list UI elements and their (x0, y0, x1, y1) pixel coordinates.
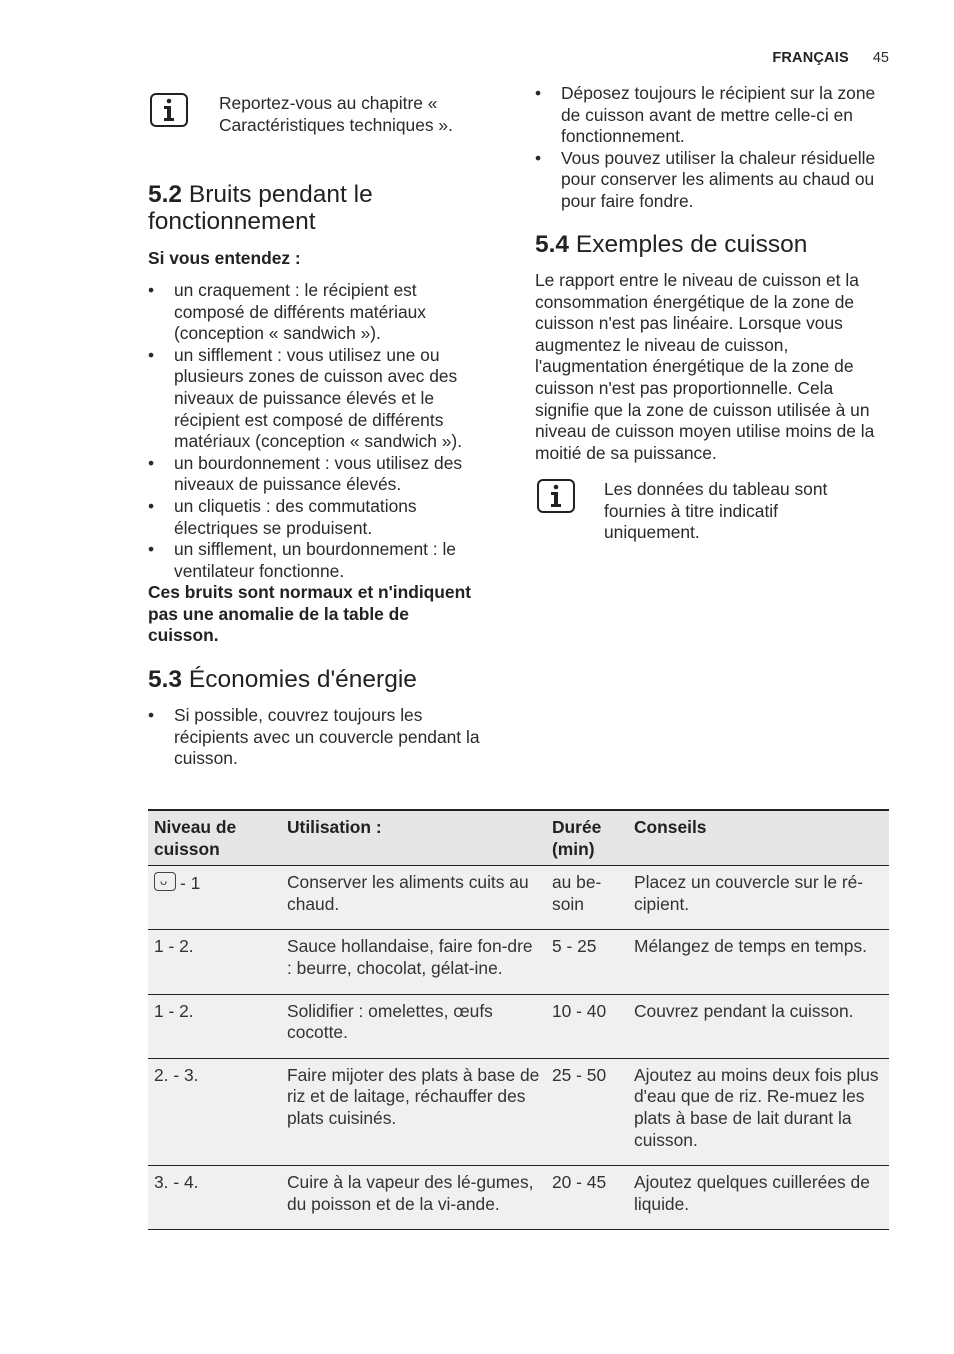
list-item: • Si possible, couvrez toujours les récipients avec un couvercle pendant la cuisson. (148, 705, 490, 770)
column-header: Utilisation : (281, 810, 546, 866)
table-row (148, 930, 889, 994)
cell-time: 10 - 40 (546, 994, 628, 1058)
table-row (148, 866, 889, 930)
column-header: Durée (min) (546, 810, 628, 866)
cell-level: 1 - 2. (148, 930, 281, 994)
section-5-4-paragraph: Le rapport entre le niveau de cuisson et la consommation énergétique de la zone de cuisson n'est pas linéaire. Lorsque vous augmentez le niveau de cuisson, l'augmentation énergétique de la zone de cuisson n'est pas proportionnelle. Cela signifie que la zone de cuisson utilisée à un niveau de cuisson moyen utilise moins de la moitié de sa puissance. (535, 270, 875, 463)
info-icon (537, 479, 575, 513)
table-row (148, 994, 889, 1058)
cell-use: Cuire à la vapeur des lé-gumes, du poisson et de la vi-ande. (281, 1166, 546, 1230)
cell-tip: Mélangez de temps en temps. (628, 930, 889, 994)
table-header-row (148, 810, 889, 866)
noise-intro: Si vous entendez : (148, 248, 301, 268)
cell-use: Faire mijoter des plats à base de riz et de laitage, réchauffer des plats cuisinés. (281, 1058, 546, 1165)
column-header: Niveau de cuisson (148, 810, 281, 866)
cell-level: 1 - 2. (148, 994, 281, 1058)
language-label: FRANÇAIS (772, 50, 849, 66)
column-header: Conseils (628, 810, 889, 866)
list-item: • Déposez toujours le récipient sur la zone de cuisson avant de mettre celle-ci en fonctionnement. (535, 83, 887, 148)
keep-warm-icon (154, 872, 176, 891)
cell-level: 2. - 3. (148, 1058, 281, 1165)
cell-tip: Couvrez pendant la cuisson. (628, 994, 889, 1058)
section-5-4-title: 5.4 Exemples de cuisson (535, 231, 808, 258)
table-row (148, 1166, 889, 1230)
cell-time: 25 - 50 (546, 1058, 628, 1165)
list-item: • un bourdonnement : vous utilisez des niveaux de puissance élevés. (148, 453, 490, 496)
list-item: • un sifflement, un bourdonnement : le ventilateur fonctionne. (148, 539, 490, 582)
cell-use: Solidifier : omelettes, œufs cocotte. (281, 994, 546, 1058)
table-row (148, 1058, 889, 1165)
cell-time: au be-soin (546, 866, 628, 930)
cell-use: Sauce hollandaise, faire fon-dre : beurre, chocolat, gélat-ine. (281, 930, 546, 994)
page-number: 45 (872, 50, 889, 66)
noise-conclusion: Ces bruits sont normaux et n'indiquent pas une anomalie de la table de cuisson. (148, 582, 471, 646)
cell-tip: Ajoutez au moins deux fois plus d'eau que de riz. Re-muez les plats à base de lait durant la cuisson. (628, 1058, 889, 1165)
cell-tip: Ajoutez quelques cuillerées de liquide. (628, 1166, 889, 1230)
page-header (772, 50, 889, 66)
section-5-3-title: 5.3 Économies d'énergie (148, 666, 417, 693)
energy-list (148, 705, 490, 770)
section-5-2-title: 5.2 Bruits pendant le fonctionnement (148, 181, 373, 235)
cell-tip: Placez un couvercle sur le ré-cipient. (628, 866, 889, 930)
list-item: • un sifflement : vous utilisez une ou plusieurs zones de cuisson avec des niveaux de puissance élevés et le récipient est composé de différents matériaux (conception « sandwich »). (148, 345, 490, 453)
cell-level: ᴗ- 1 (148, 866, 281, 930)
list-item: • un craquement : le récipient est composé de différents matériaux (conception « sandwich »). (148, 280, 490, 345)
cell-use: Conserver les aliments cuits au chaud. (281, 866, 546, 930)
noise-list (148, 280, 490, 582)
info-note-text: Les données du tableau sont fournies à titre indicatif uniquement. (604, 479, 828, 543)
recipient-tips-list (535, 83, 887, 213)
info-note-text: Reportez-vous au chapitre « Caractéristiques techniques ». (219, 93, 453, 135)
cell-level: 3. - 4. (148, 1166, 281, 1230)
list-item: • un cliquetis : des commutations électriques se produisent. (148, 496, 490, 539)
info-note-table (537, 479, 889, 549)
list-item: • Vous pouvez utiliser la chaleur résiduelle pour conserver les aliments au chaud ou pour faire fondre. (535, 148, 887, 213)
info-note-tech (150, 93, 490, 163)
cooking-examples-table (148, 809, 889, 1230)
cell-time: 20 - 45 (546, 1166, 628, 1230)
cell-time: 5 - 25 (546, 930, 628, 994)
info-icon (150, 93, 188, 127)
